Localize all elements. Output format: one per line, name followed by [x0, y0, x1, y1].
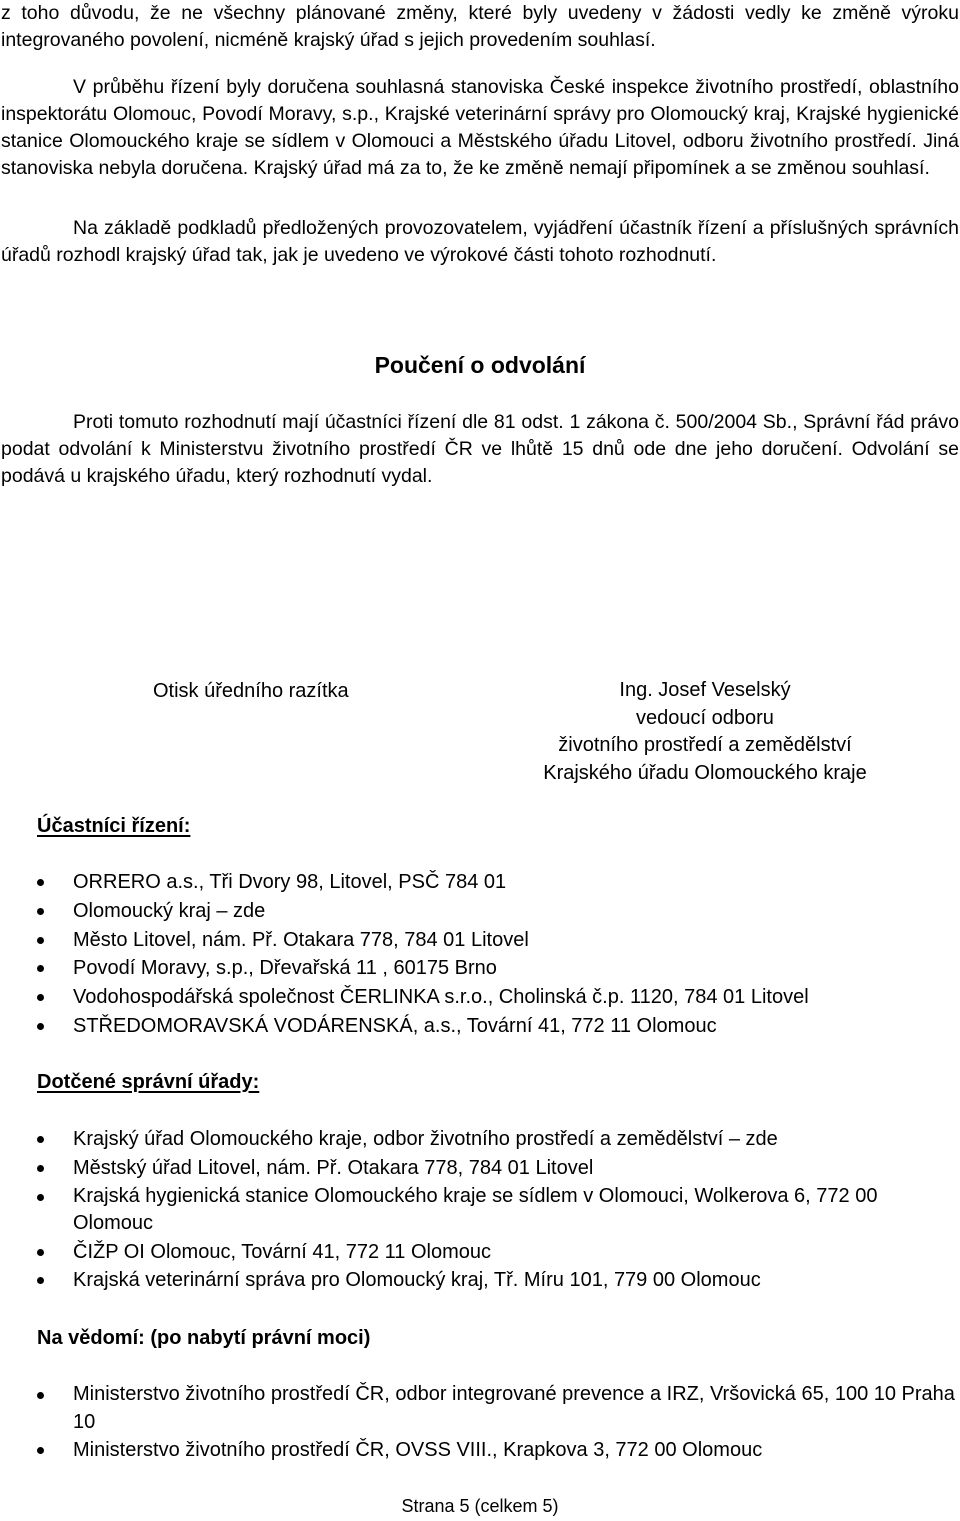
signatory-name: Ing. Josef Veselský — [619, 679, 791, 701]
bullet-icon — [37, 908, 44, 915]
list-item: Krajská veterinární správa pro Olomoucký kraj, Tř. Míru 101, 779 00 Olomouc — [0, 1266, 960, 1295]
bullet-icon — [37, 1447, 44, 1454]
list-item: Olomoucký kraj – zde — [0, 897, 960, 926]
paragraph-reason: z toho důvodu, že ne všechny plánované změny, které byly uvedeny v žádosti vedly ke změně výroku integrovaného povolení, nicméně krajský úřad s jejich provedením souhlasí. — [1, 2, 959, 51]
bullet-icon — [37, 937, 44, 944]
bullet-icon — [37, 1249, 44, 1256]
bullet-icon — [37, 1194, 44, 1201]
signatory-office: Krajského úřadu Olomouckého kraje — [543, 761, 867, 784]
list-item: Vodohospodářská společnost ČERLINKA s.r.o., Cholinská č.p. 1120, 784 01 Litovel — [0, 983, 960, 1012]
appeal-heading: Poučení o odvolání — [374, 352, 586, 378]
bullet-icon — [37, 1277, 44, 1284]
list-item: ČIŽP OI Olomouc, Tovární 41, 772 11 Olomouc — [0, 1238, 960, 1267]
bullet-icon — [37, 965, 44, 972]
bullet-icon — [37, 1023, 44, 1030]
notice-heading: Na vědomí: (po nabytí právní moci) — [37, 1327, 371, 1349]
participants-list — [0, 868, 960, 1041]
list-item: Krajská hygienická stanice Olomouckého kraje se sídlem v Olomouci, Wolkerova 6, 772 00 Olomouc — [0, 1183, 960, 1238]
paragraph-opinions: V průběhu řízení byly doručena souhlasná stanoviska České inspekce životního prostředí, oblastního inspektorátu Olomouc, Povodí Moravy, s.p., Krajské veterinární správy pro Olomoucký kraj, Krajské hygienické stanice Olomouckého kraje se sídlem v Olomouci a Městského úřadu Litovel, odboru životního prostředí. Jiná stanoviska nebyla doručena. Krajský úřad má za to, že ke změně nemají připomínek a se změnou souhlasí. — [1, 76, 959, 179]
bullet-icon — [37, 1165, 44, 1172]
list-item: ORRERO a.s., Tři Dvory 98, Litovel, PSČ 784 01 — [0, 868, 960, 897]
signatory-department: životního prostředí a zemědělství — [558, 734, 852, 756]
authorities-list — [0, 1125, 960, 1295]
list-item: Město Litovel, nám. Př. Otakara 778, 784 01 Litovel — [0, 926, 960, 955]
bullet-icon — [37, 1136, 44, 1143]
list-item: Krajský úřad Olomouckého kraje, odbor životního prostředí a zemědělství – zde — [0, 1125, 960, 1154]
notice-list — [0, 1381, 960, 1465]
participants-heading: Účastníci řízení: — [37, 815, 191, 837]
authorities-heading: Dotčené správní úřady: — [37, 1071, 260, 1093]
page-footer: Strana 5 (celkem 5) — [401, 1496, 559, 1516]
bullet-icon — [37, 994, 44, 1001]
list-item: Ministerstvo životního prostředí ČR, OVSS VIII., Krapkova 3, 772 00 Olomouc — [0, 1436, 960, 1465]
list-item: Povodí Moravy, s.p., Dřevařská 11 , 60175 Brno — [0, 954, 960, 983]
bullet-icon — [37, 1392, 44, 1399]
list-item: STŘEDOMORAVSKÁ VODÁRENSKÁ, a.s., Tovární 41, 772 11 Olomouc — [0, 1012, 960, 1041]
list-item: Městský úřad Litovel, nám. Př. Otakara 778, 784 01 Litovel — [0, 1154, 960, 1183]
stamp-label: Otisk úředního razítka — [153, 680, 349, 702]
paragraph-decision: Na základě podkladů předložených provozovatelem, vyjádření účastník řízení a příslušných správních úřadů rozhodl krajský úřad tak, jak je uvedeno ve výrokové části tohoto rozhodnutí. — [1, 217, 959, 266]
signatory-role: vedoucí odboru — [636, 706, 774, 729]
bullet-icon — [37, 879, 44, 886]
signature-block — [505, 677, 905, 787]
list-item: Ministerstvo životního prostředí ČR, odbor integrované prevence a IRZ, Vršovická 65, 100 10 Praha 10 — [0, 1381, 960, 1436]
appeal-text: Proti tomuto rozhodnutí mají účastníci řízení dle 81 odst. 1 zákona č. 500/2004 Sb., Správní řád právo podat odvolání k Ministerstvu životního prostředí ČR ve lhůtě 15 dnů ode dne jeho doručení. Odvolání se podává u krajského úřadu, který rozhodnutí vydal. — [1, 411, 959, 487]
